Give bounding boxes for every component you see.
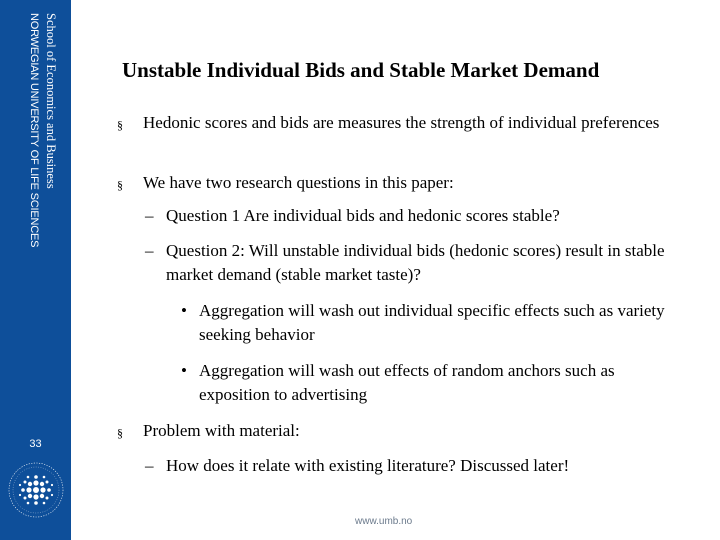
- sub-bullet-text: How does it relate with existing literature? Discussed later!: [166, 456, 570, 475]
- dot-bullet-icon: •: [181, 361, 187, 380]
- square-bullet-icon: §: [117, 426, 123, 440]
- bullet-text: Problem with material:: [143, 421, 300, 440]
- sub-bullet-text: Question 1 Are individual bids and hedonic scores stable?: [166, 206, 560, 225]
- dash-bullet-icon: –: [145, 206, 154, 225]
- sub-sub-bullet-item: [181, 299, 681, 347]
- square-bullet-icon: §: [117, 178, 123, 192]
- school-name: School of Economics and Business: [44, 13, 58, 189]
- sub-sub-bullet-item: [181, 359, 681, 407]
- bullet-text: Hedonic scores and bids are measures the strength of individual preferences: [143, 113, 660, 132]
- sub-bullet-item: [145, 454, 675, 478]
- footer-url: www.umb.no: [355, 516, 413, 527]
- university-logo-icon: [6, 460, 66, 520]
- page-number: 33: [29, 438, 42, 450]
- bullet-item: [117, 171, 677, 195]
- sidebar: [0, 0, 71, 540]
- sub-sub-bullet-text: Aggregation will wash out individual specific effects such as variety seeking behavior: [199, 301, 665, 344]
- dash-bullet-icon: –: [145, 456, 154, 475]
- sub-bullet-text: Question 2: Will unstable individual bids (hedonic scores) result in stable market demand (stable market taste)?: [166, 241, 665, 284]
- dash-bullet-icon: –: [145, 241, 154, 260]
- sub-bullet-item: [145, 239, 675, 287]
- bullet-item: [117, 419, 677, 443]
- dot-bullet-icon: •: [181, 301, 187, 320]
- sub-bullet-item: [145, 204, 675, 228]
- slide-title: Unstable Individual Bids and Stable Market Demand: [122, 58, 600, 82]
- sub-sub-bullet-text: Aggregation will wash out effects of random anchors such as exposition to advertising: [199, 361, 615, 404]
- bullet-item: [117, 111, 677, 135]
- university-name: NORWEGIAN UNIVERSITY OF LIFE SCIENCES: [28, 13, 40, 248]
- bullet-text: We have two research questions in this paper:: [143, 173, 454, 192]
- square-bullet-icon: §: [117, 118, 123, 132]
